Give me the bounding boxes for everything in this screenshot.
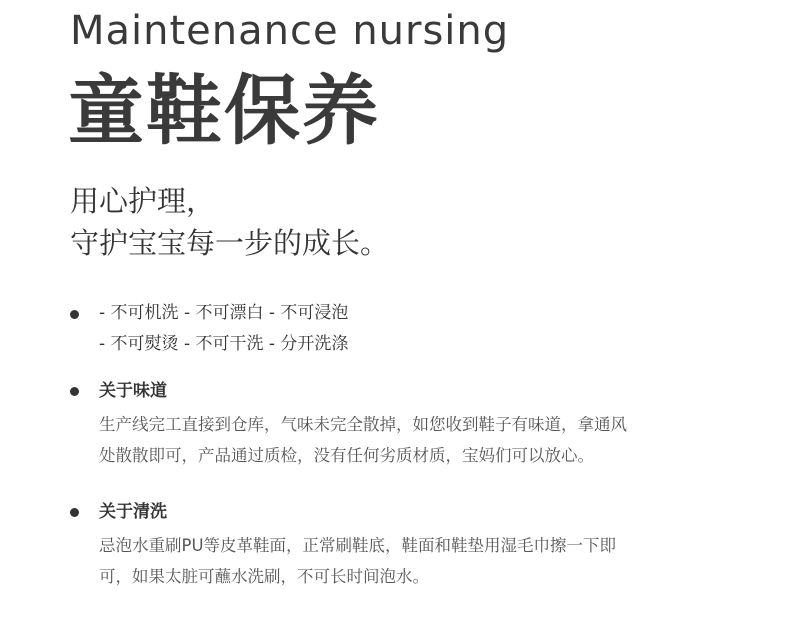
bullet-icon [70,310,79,319]
washing-text-line-1: 忌泡水重刷PU等皮革鞋面，正常刷鞋底，鞋面和鞋垫用湿毛巾擦一下即 [99,536,617,555]
title-chinese: 童鞋保养 [68,66,380,155]
washing-text-line-2: 可，如果太脏可蘸水洗刷，不可长时间泡水。 [99,567,429,586]
slogan [70,180,389,264]
smell-text-line-1: 生产线完工直接到仓库，气味未完全散掉，如您收到鞋子有味道，拿通风 [99,415,627,434]
smell-title: 关于味道 [99,381,167,401]
smell-content [99,378,759,471]
care-rules-section [70,298,760,362]
smell-text-line-2: 处散散即可，产品通过质检，没有任何劣质材质，宝妈们可以放心。 [99,446,594,465]
smell-text [99,409,759,471]
care-rules-list [99,298,759,360]
bullet-icon [70,387,79,396]
care-rules-line-2: - 不可熨烫 - 不可干洗 - 分开洗涤 [99,334,349,354]
slogan-line-2: 守护宝宝每一步的成长。 [70,226,390,260]
washing-section [70,499,760,595]
title-english: Maintenance nursing [70,8,510,54]
slogan-line-1: 用心护理， [70,184,216,218]
smell-section [70,378,760,474]
washing-text [99,530,759,592]
washing-content [99,499,759,592]
bullet-icon [70,508,79,517]
care-rules-line-1: - 不可机洗 - 不可漂白 - 不可浸泡 [99,303,349,323]
washing-title: 关于清洗 [99,502,167,522]
